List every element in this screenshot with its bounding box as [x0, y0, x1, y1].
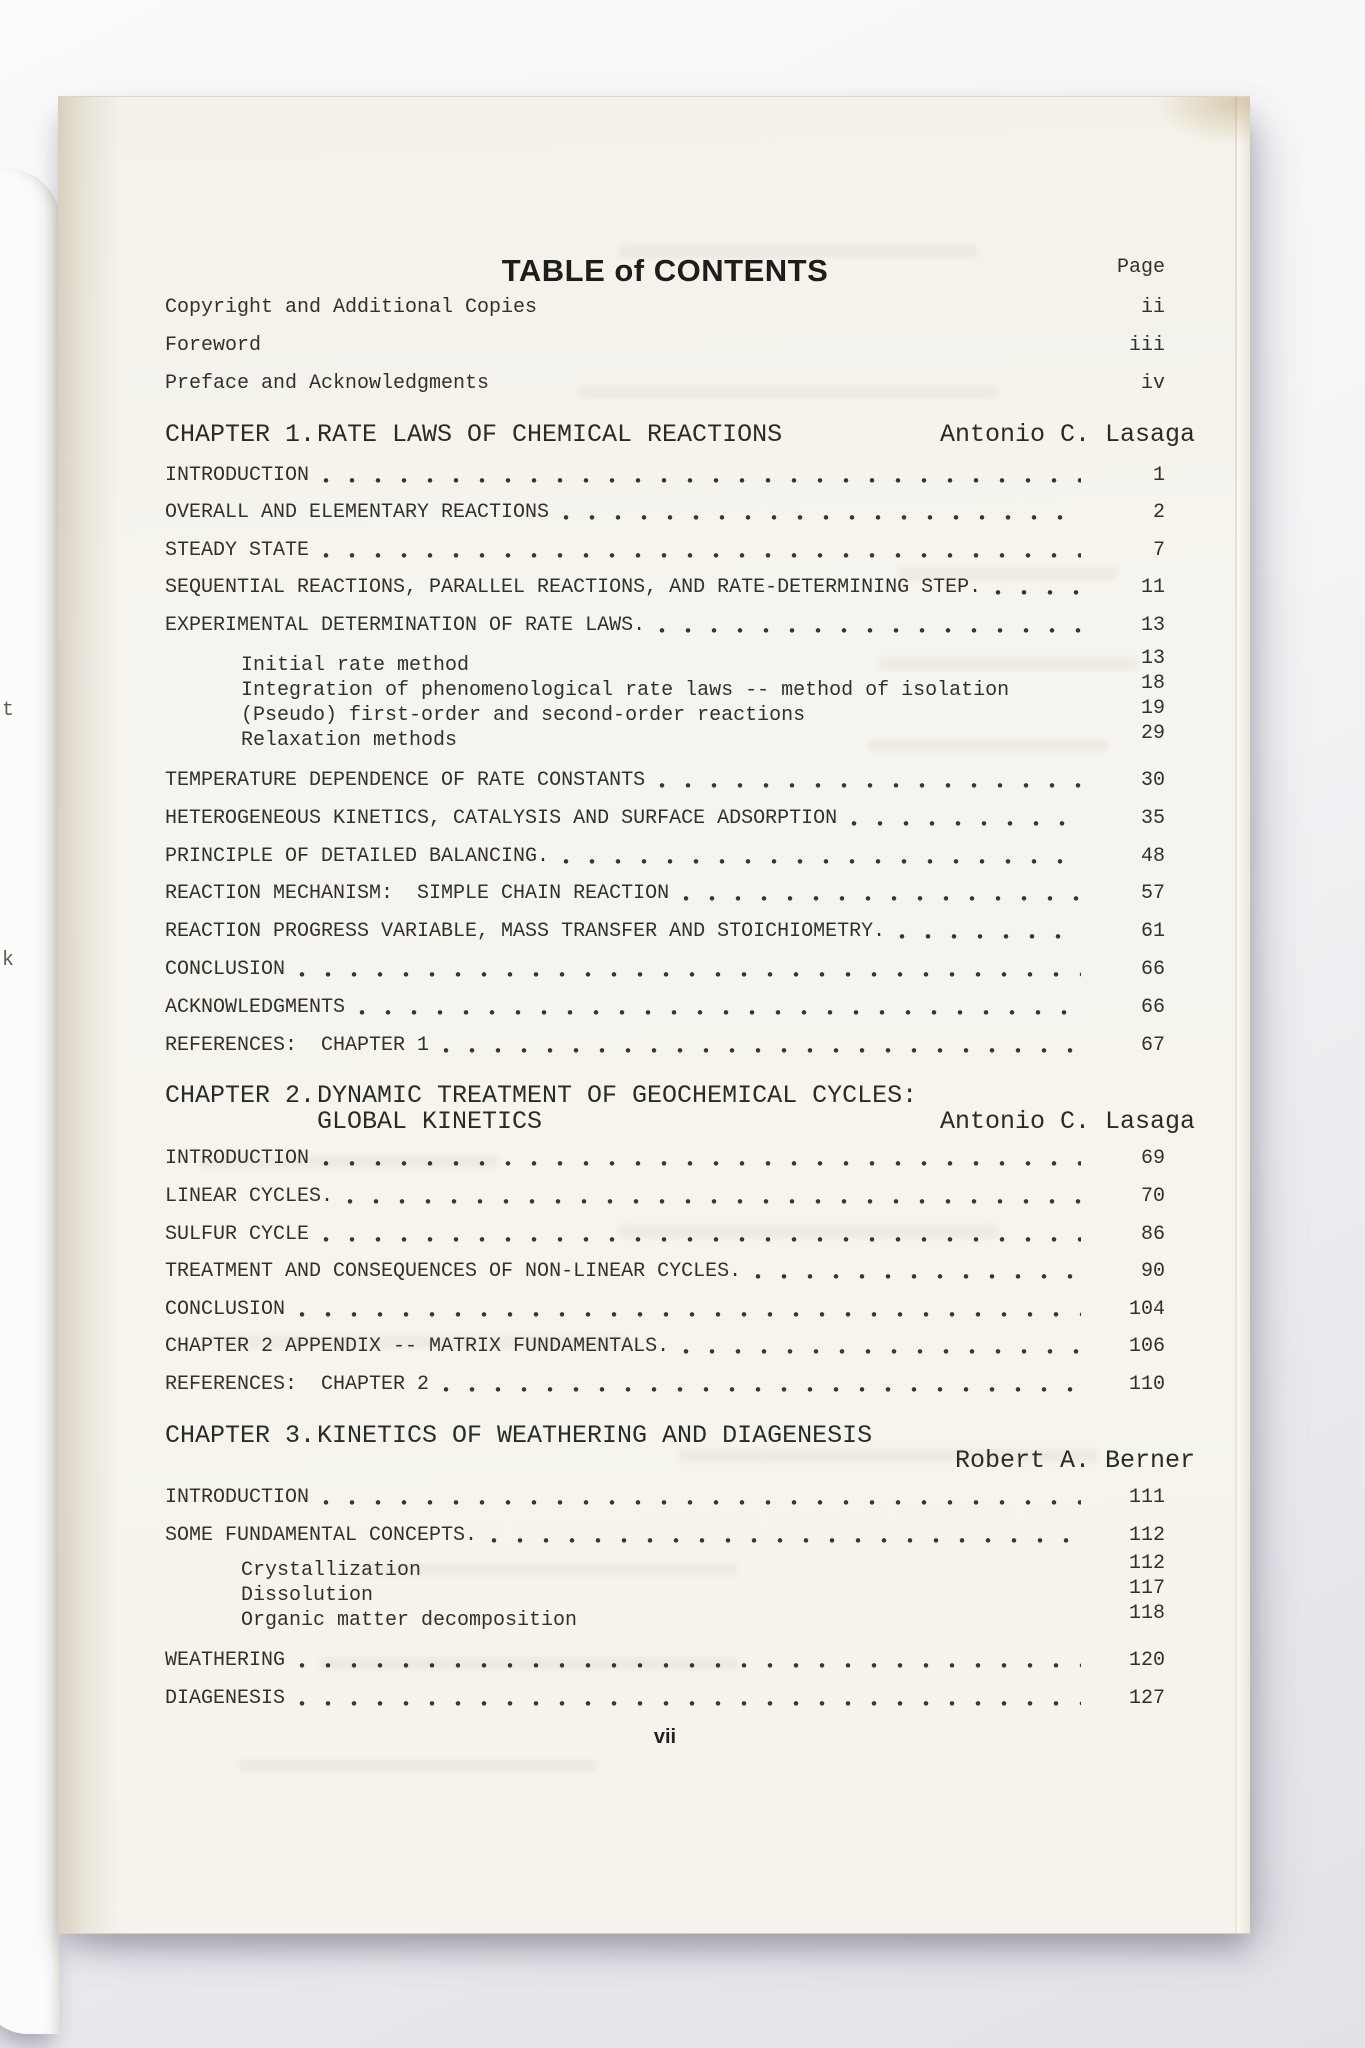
- toc-entry-label: Copyright and Additional Copies: [165, 296, 538, 319]
- toc-entry-page: iii: [1128, 334, 1165, 357]
- toc-entry-page: 29: [1140, 722, 1165, 745]
- gutter-shadow: [58, 97, 120, 1933]
- page-title: TABLE of CONTENTS: [501, 253, 829, 288]
- toc-entry-page: 48: [1140, 845, 1165, 868]
- toc-subentry: [165, 647, 1165, 678]
- chapter-title: KINETICS OF WEATHERING AND DIAGENESIS: [317, 1421, 873, 1450]
- toc-entry: [165, 1147, 1165, 1171]
- toc-entry-page: 7: [1152, 539, 1165, 562]
- dot-leader: [323, 1499, 1081, 1506]
- toc-entry: [165, 464, 1165, 488]
- toc-entry-page: 1: [1152, 464, 1165, 487]
- toc-entry-page: 35: [1140, 807, 1165, 830]
- toc-entry: [165, 1223, 1165, 1247]
- dot-leader: [435, 1572, 1081, 1579]
- toc-entry-label: TREATMENT AND CONSEQUENCES OF NON-LINEAR CYCLES.: [165, 1260, 742, 1283]
- chapter-number: CHAPTER 1.: [165, 420, 316, 449]
- chapter-author: Antonio C. Lasaga: [939, 420, 1195, 449]
- chapter-title: DYNAMIC TREATMENT OF GEOCHEMICAL CYCLES:: [317, 1081, 918, 1110]
- dot-leader: [899, 933, 1081, 940]
- dot-leader: [299, 1700, 1081, 1707]
- folio-page-number: vii: [653, 1726, 677, 1748]
- toc-entry: [165, 1373, 1165, 1397]
- chapter-title: RATE LAWS OF CHEMICAL REACTIONS: [317, 420, 783, 449]
- toc-subentry: [165, 697, 1165, 728]
- toc-entry-label: REFERENCES: CHAPTER 2: [165, 1373, 430, 1396]
- dot-leader: [471, 742, 1081, 749]
- toc-entry-page: 106: [1128, 1335, 1165, 1358]
- toc-entry: [165, 614, 1165, 638]
- dot-leader: [323, 1236, 1081, 1243]
- toc-entry-page: 127: [1128, 1687, 1165, 1710]
- dot-leader: [323, 1160, 1081, 1167]
- dot-leader: [483, 667, 1081, 674]
- toc-entry: [165, 807, 1165, 831]
- chapter-heading-line2: [165, 1447, 1195, 1475]
- dot-leader: [851, 820, 1081, 827]
- toc-entry-label: Preface and Acknowledgments: [165, 372, 490, 395]
- chapter-number: CHAPTER 2.: [165, 1081, 316, 1110]
- toc-entry-label: INTRODUCTION: [165, 1486, 310, 1509]
- toc-entry: [165, 920, 1165, 944]
- toc-entry-label: Organic matter decomposition: [241, 1609, 578, 1632]
- dot-leader: [563, 858, 1081, 865]
- toc-subentry: [165, 1577, 1165, 1608]
- toc-entry-page: 66: [1140, 996, 1165, 1019]
- dot-leader: [443, 1386, 1081, 1393]
- toc-entry-label: Initial rate method: [241, 654, 470, 677]
- dot-leader: [659, 782, 1081, 789]
- toc-entry-label: EXPERIMENTAL DETERMINATION OF RATE LAWS.: [165, 614, 646, 637]
- toc-entry-label: OVERALL AND ELEMENTARY REACTIONS: [165, 501, 550, 524]
- dot-leader: [563, 514, 1081, 521]
- toc-entry-label: REACTION PROGRESS VARIABLE, MASS TRANSFER AND STOICHIOMETRY.: [165, 920, 886, 943]
- toc-entry: [165, 1185, 1165, 1209]
- dot-leader: [551, 309, 1081, 316]
- dot-leader: [591, 1622, 1081, 1629]
- dot-leader: [275, 347, 1081, 354]
- toc-entry: [165, 1260, 1165, 1284]
- toc-entry-page: 67: [1140, 1034, 1165, 1057]
- toc-entry-label: TEMPERATURE DEPENDENCE OF RATE CONSTANTS: [165, 769, 646, 792]
- fore-edge-strip: [1237, 97, 1250, 1933]
- book-page: [58, 96, 1250, 1934]
- toc-entry: [165, 845, 1165, 869]
- toc-entry-label: Crystallization: [241, 1559, 422, 1582]
- dot-leader: [683, 895, 1081, 902]
- toc-entry-label: INTRODUCTION: [165, 464, 310, 487]
- toc-entry-label: REACTION MECHANISM: SIMPLE CHAIN REACTION: [165, 882, 670, 905]
- toc-entry-page: 69: [1140, 1147, 1165, 1170]
- toc-entry: [165, 1486, 1165, 1510]
- dot-leader: [659, 627, 1081, 634]
- toc-entry: [165, 1687, 1165, 1711]
- toc-entry-page: 120: [1128, 1649, 1165, 1672]
- toc-entry-page: 61: [1140, 920, 1165, 943]
- toc-entry-page: 66: [1140, 958, 1165, 981]
- toc-entry: [165, 1034, 1165, 1058]
- toc-entry: [165, 958, 1165, 982]
- toc-entry-page: 70: [1140, 1185, 1165, 1208]
- toc-entry-page: 86: [1140, 1223, 1165, 1246]
- toc-entry: [165, 769, 1165, 793]
- toc-entry-label: PRINCIPLE OF DETAILED BALANCING.: [165, 845, 550, 868]
- toc-entry-label: HETEROGENEOUS KINETICS, CATALYSIS AND SURFACE ADSORPTION: [165, 807, 838, 830]
- toc-entry-label: SEQUENTIAL REACTIONS, PARALLEL REACTIONS, AND RATE-DETERMINING STEP.: [165, 576, 982, 599]
- edge-text-fragment: t: [2, 699, 15, 722]
- dot-leader: [347, 1198, 1081, 1205]
- chapter-author: Antonio C. Lasaga: [939, 1107, 1195, 1136]
- toc-entry-label: Integration of phenomenological rate laws -- method of isolation: [241, 679, 1010, 702]
- dot-leader: [683, 1348, 1081, 1355]
- toc-entry-page: 11: [1140, 576, 1165, 599]
- toc-entry-page: 13: [1140, 647, 1165, 670]
- toc-entry-page: 13: [1140, 614, 1165, 637]
- toc-entry-page: 90: [1140, 1260, 1165, 1283]
- toc-entry-label: REFERENCES: CHAPTER 1: [165, 1034, 430, 1057]
- dot-leader: [299, 1311, 1081, 1318]
- dot-leader: [819, 717, 1081, 724]
- fore-edge-line: [1235, 97, 1237, 1933]
- toc-entry: [165, 996, 1165, 1020]
- dot-leader: [491, 1537, 1081, 1544]
- toc-entry: [165, 501, 1165, 525]
- toc-entry-label: CONCLUSION: [165, 958, 286, 981]
- toc-entry-page: 2: [1152, 501, 1165, 524]
- dot-leader: [323, 552, 1081, 559]
- dot-leader: [359, 1009, 1081, 1016]
- toc-entry-page: 57: [1140, 882, 1165, 905]
- toc-entry-page: 104: [1128, 1298, 1165, 1321]
- toc-entry-label: SOME FUNDAMENTAL CONCEPTS.: [165, 1524, 478, 1547]
- chapter-number: CHAPTER 3.: [165, 1421, 316, 1450]
- dot-leader: [323, 477, 1081, 484]
- toc-entry-label: INTRODUCTION: [165, 1147, 310, 1170]
- toc-entry: [165, 296, 1165, 320]
- toc-entry-label: DIAGENESIS: [165, 1687, 286, 1710]
- chapter-heading-line2: [165, 1108, 1195, 1136]
- toc-entry-page: 110: [1128, 1373, 1165, 1396]
- toc-entry-page: 118: [1128, 1602, 1165, 1625]
- toc-entry-label: (Pseudo) first-order and second-order reactions: [241, 704, 806, 727]
- toc-entry-page: 112: [1128, 1524, 1165, 1547]
- toc-entry-label: Foreword: [165, 334, 262, 357]
- toc-entry-label: CHAPTER 2 APPENDIX -- MATRIX FUNDAMENTALS.: [165, 1335, 670, 1358]
- toc-entry: [165, 334, 1165, 358]
- toc-entry-label: ACKNOWLEDGMENTS: [165, 996, 346, 1019]
- dot-leader: [995, 589, 1081, 596]
- edge-text-fragment: k: [2, 949, 15, 972]
- chapter-author: Robert A. Berner: [954, 1446, 1195, 1475]
- toc-entry: [165, 576, 1165, 600]
- toc-entry: [165, 372, 1165, 396]
- toc-subentry: [165, 1602, 1165, 1633]
- toc-entry: [165, 882, 1165, 906]
- toc-subentry: [165, 672, 1165, 703]
- toc-entry-label: WEATHERING: [165, 1649, 286, 1672]
- toc-text-block: [165, 97, 1195, 1933]
- dot-leader: [1023, 692, 1081, 699]
- toc-entry-label: Relaxation methods: [241, 729, 458, 752]
- toc-entry-page: 18: [1140, 672, 1165, 695]
- toc-entry: [165, 1649, 1165, 1673]
- dot-leader: [299, 971, 1081, 978]
- toc-entry-page: 30: [1140, 769, 1165, 792]
- dot-leader: [299, 1662, 1081, 1669]
- toc-entry: [165, 1298, 1165, 1322]
- toc-entry-label: STEADY STATE: [165, 539, 310, 562]
- toc-entry-page: 112: [1128, 1552, 1165, 1575]
- toc-entry-label: Dissolution: [241, 1584, 374, 1607]
- toc-entry: [165, 1335, 1165, 1359]
- dot-leader: [443, 1047, 1081, 1054]
- dot-leader: [503, 385, 1081, 392]
- toc-entry: [165, 1524, 1165, 1548]
- dot-leader: [387, 1597, 1081, 1604]
- page-column-header: Page: [1116, 256, 1165, 279]
- toc-entry-page: 111: [1128, 1486, 1165, 1509]
- chapter-title-line2: GLOBAL KINETICS: [317, 1107, 543, 1136]
- toc-entry-page: iv: [1140, 372, 1165, 395]
- chapter-heading: [165, 1082, 1195, 1110]
- left-page-edge: [0, 168, 60, 2034]
- toc-entry-label: LINEAR CYCLES.: [165, 1185, 334, 1208]
- toc-entry-label: CONCLUSION: [165, 1298, 286, 1321]
- toc-subentry: [165, 722, 1165, 753]
- dot-leader: [755, 1273, 1081, 1280]
- toc-entry: [165, 539, 1165, 563]
- toc-entry-page: 117: [1128, 1577, 1165, 1600]
- toc-entry-page: 19: [1140, 697, 1165, 720]
- chapter-heading: [165, 421, 1195, 449]
- toc-entry-label: SULFUR CYCLE: [165, 1223, 310, 1246]
- toc-entry-page: ii: [1140, 296, 1165, 319]
- toc-subentry: [165, 1552, 1165, 1583]
